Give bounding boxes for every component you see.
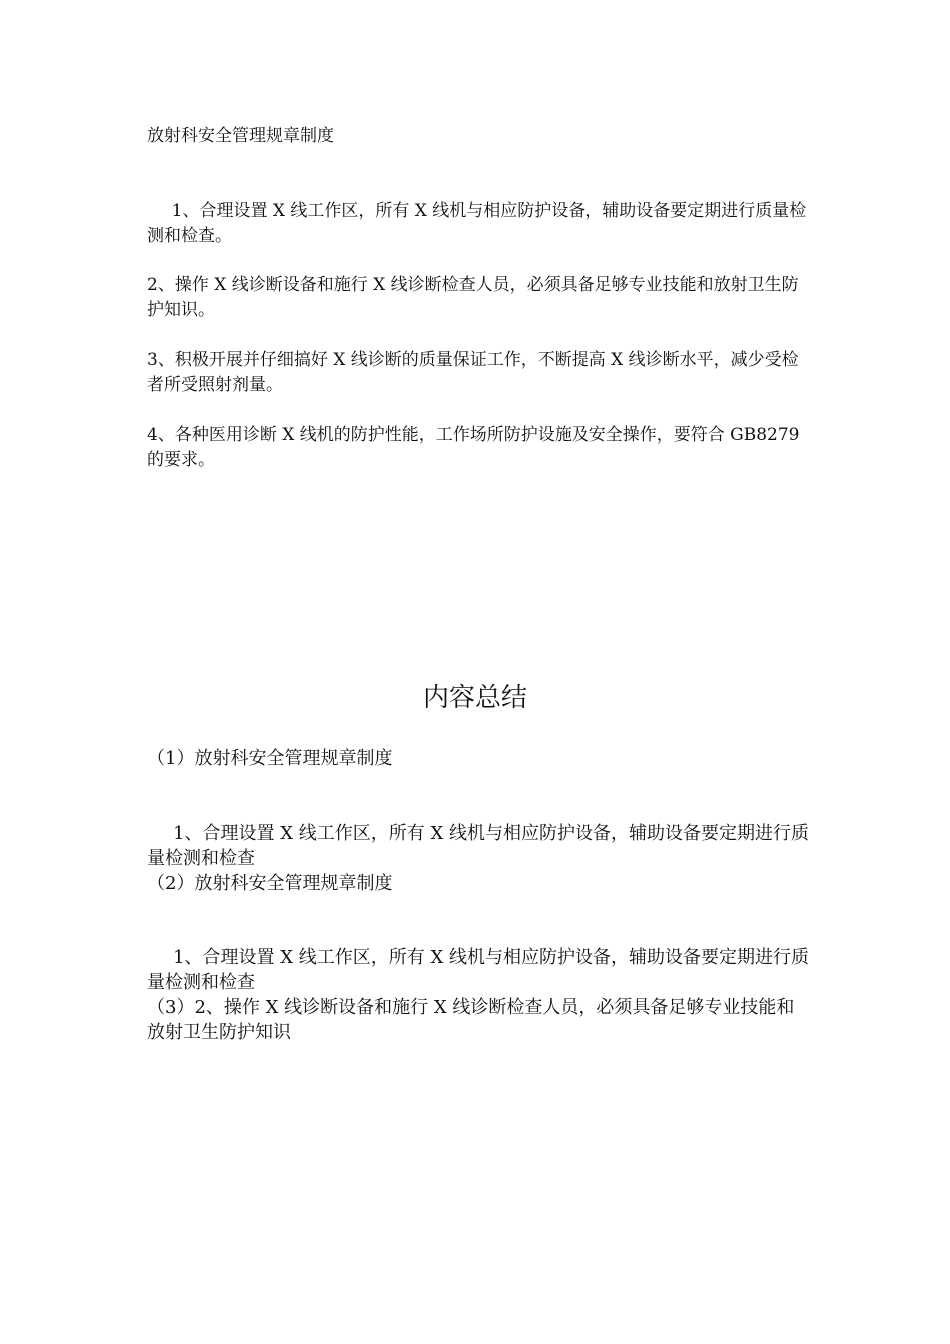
summary-entry-2-label: （2）放射科安全管理规章制度 [147, 873, 393, 894]
rule-item-1: 1、合理设置 X 线工作区，所有 X 线机与相应防护设备，辅助设备要定期进行质量检测和检查。 [147, 201, 807, 246]
summary-entry-1-text: 1、合理设置 X 线工作区，所有 X 线机与相应防护设备，辅助设备要定期进行质量检测和检查 [147, 823, 810, 869]
rule-item-4: 4、各种医用诊断 X 线机的防护性能，工作场所防护设施及安全操作，要符合 GB8279 的要求。 [147, 425, 800, 470]
summary-entry-1-label: （1）放射科安全管理规章制度 [147, 748, 393, 769]
rule-item-3: 3、积极开展并仔细搞好 X 线诊断的质量保证工作，不断提高 X 线诊断水平，减少受检者所受照射剂量。 [147, 350, 799, 395]
summary-heading: 内容总结 [422, 683, 527, 713]
summary-entry-3-label: （3）2、操作 X 线诊断设备和施行 X 线诊断检查人员，必须具备足够专业技能和放射卫生防护知识 [147, 997, 795, 1043]
rule-item-2: 2、操作 X 线诊断设备和施行 X 线诊断检查人员，必须具备足够专业技能和放射卫生防护知识。 [147, 275, 799, 320]
document-title: 放射科安全管理规章制度 [147, 126, 334, 146]
summary-entry-2-text: 1、合理设置 X 线工作区，所有 X 线机与相应防护设备，辅助设备要定期进行质量检测和检查 [147, 947, 810, 993]
